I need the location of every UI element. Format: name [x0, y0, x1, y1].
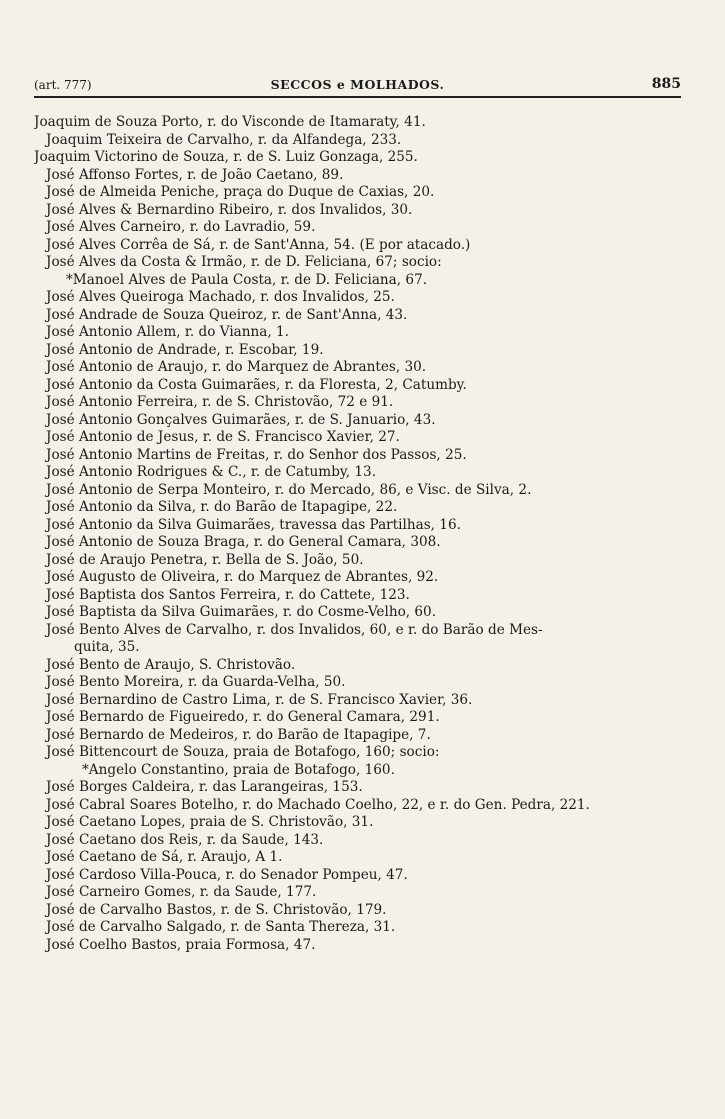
section-title: SECCOS e MOLHADOS.: [270, 77, 445, 92]
entry-list: [34, 114, 689, 954]
list-item: José Antonio de Jesus, r. de S. Francisco Xavier, 27.: [46, 429, 400, 445]
list-item: José Affonso Fortes, r. de João Caetano, 89.: [46, 166, 344, 183]
list-item: José Antonio da Silva Guimarães, travessa das Partilhas, 16.: [46, 516, 461, 533]
list-item: José Alves Queiroga Machado, r. dos Invalidos, 25.: [46, 289, 395, 305]
list-item: José Antonio de Serpa Monteiro, r. do Mercado, 86, e Visc. de Silva, 2.: [46, 481, 532, 498]
list-item: José Antonio Rodrigues & C., r. de Catumby, 13.: [46, 464, 377, 480]
list-item: Joaquim de Souza Porto, r. do Visconde de Itamaraty, 41.: [34, 114, 426, 130]
list-item: José Antonio Allem, r. do Vianna, 1.: [46, 324, 290, 340]
list-item: Joaquim Victorino de Souza, r. de S. Luiz Gonzaga, 255.: [34, 149, 418, 165]
list-item-continuation: quita, 35.: [74, 639, 140, 655]
list-item: José Bittencourt de Souza, praia de Botafogo, 160; socio:: [46, 744, 440, 760]
list-item: José Antonio de Araujo, r. do Marquez de Abrantes, 30.: [46, 359, 427, 375]
list-item: José Borges Caldeira, r. das Larangeiras, 153.: [46, 779, 363, 795]
list-item: José Antonio Ferreira, r. de S. Christovão, 72 e 91.: [46, 394, 394, 410]
list-item: José Antonio de Andrade, r. Escobar, 19.: [46, 341, 324, 358]
partner-item: *Manoel Alves de Paula Costa, r. de D. Feliciana, 67.: [66, 271, 428, 288]
list-item: José Alves Corrêa de Sá, r. de Sant'Anna, 54. (E por atacado.): [46, 236, 471, 253]
list-item: José Alves & Bernardino Ribeiro, r. dos Invalidos, 30.: [46, 201, 413, 218]
list-item: José Antonio da Silva, r. do Barão de Itapagipe, 22.: [46, 499, 398, 515]
list-item: José Antonio da Costa Guimarães, r. da Floresta, 2, Catumby.: [46, 376, 467, 393]
list-item: José de Araujo Penetra, r. Bella de S. João, 50.: [46, 551, 364, 568]
list-item: José Caetano de Sá, r. Araujo, A 1.: [46, 849, 283, 865]
page-header: [34, 74, 681, 98]
list-item: José Coelho Bastos, praia Formosa, 47.: [46, 936, 316, 953]
list-item: Joaquim Teixeira de Carvalho, r. da Alfandega, 233.: [46, 131, 402, 148]
list-item: José Caetano Lopes, praia de S. Christovão, 31.: [46, 814, 374, 830]
list-item: José Alves da Costa & Irmão, r. de D. Feliciana, 67; socio:: [46, 254, 442, 270]
partner-item: *Angelo Constantino, praia de Botafogo, 160.: [82, 761, 395, 778]
list-item: José Bento de Araujo, S. Christovão.: [46, 656, 296, 673]
list-item: José de Carvalho Bastos, r. de S. Christovão, 179.: [46, 901, 387, 918]
list-item: José Antonio Martins de Freitas, r. do Senhor dos Passos, 25.: [46, 446, 467, 463]
list-item: José Cardoso Villa-Pouca, r. do Senador Pompeu, 47.: [46, 866, 408, 883]
list-item: José Cabral Soares Botelho, r. do Machado Coelho, 22, e r. do Gen. Pedra, 221.: [46, 796, 590, 813]
list-item: José Caetano dos Reis, r. da Saude, 143.: [46, 831, 324, 848]
list-item: José Baptista dos Santos Ferreira, r. do Cattete, 123.: [46, 586, 410, 603]
list-item: José Alves Carneiro, r. do Lavradio, 59.: [46, 219, 316, 235]
list-item: José de Almeida Peniche, praça do Duque de Caxias, 20.: [46, 184, 435, 200]
list-item: José Bento Moreira, r. da Guarda-Velha, 50.: [46, 674, 346, 690]
list-item: José Antonio Gonçalves Guimarães, r. de S. Januario, 43.: [46, 411, 436, 428]
article-ref: (art. 777): [34, 78, 92, 92]
list-item: José Augusto de Oliveira, r. do Marquez de Abrantes, 92.: [46, 569, 439, 585]
list-item: José de Carvalho Salgado, r. de Santa Thereza, 31.: [46, 919, 396, 935]
list-item: José Bernardino de Castro Lima, r. de S. Francisco Xavier, 36.: [46, 691, 473, 708]
list-item: José Carneiro Gomes, r. da Saude, 177.: [46, 884, 317, 900]
list-item: José Bernardo de Medeiros, r. do Barão de Itapagipe, 7.: [46, 726, 431, 743]
list-item: José Baptista da Silva Guimarães, r. do Cosme-Velho, 60.: [46, 604, 437, 620]
list-item: José Bento Alves de Carvalho, r. dos Invalidos, 60, e r. do Barão de Mes-: [46, 621, 543, 638]
list-item: José Andrade de Souza Queiroz, r. de Sant'Anna, 43.: [46, 306, 408, 323]
list-item: José Bernardo de Figueiredo, r. do General Camara, 291.: [46, 709, 440, 725]
page-number: 885: [651, 76, 681, 92]
list-item: José Antonio de Souza Braga, r. do General Camara, 308.: [46, 534, 441, 550]
